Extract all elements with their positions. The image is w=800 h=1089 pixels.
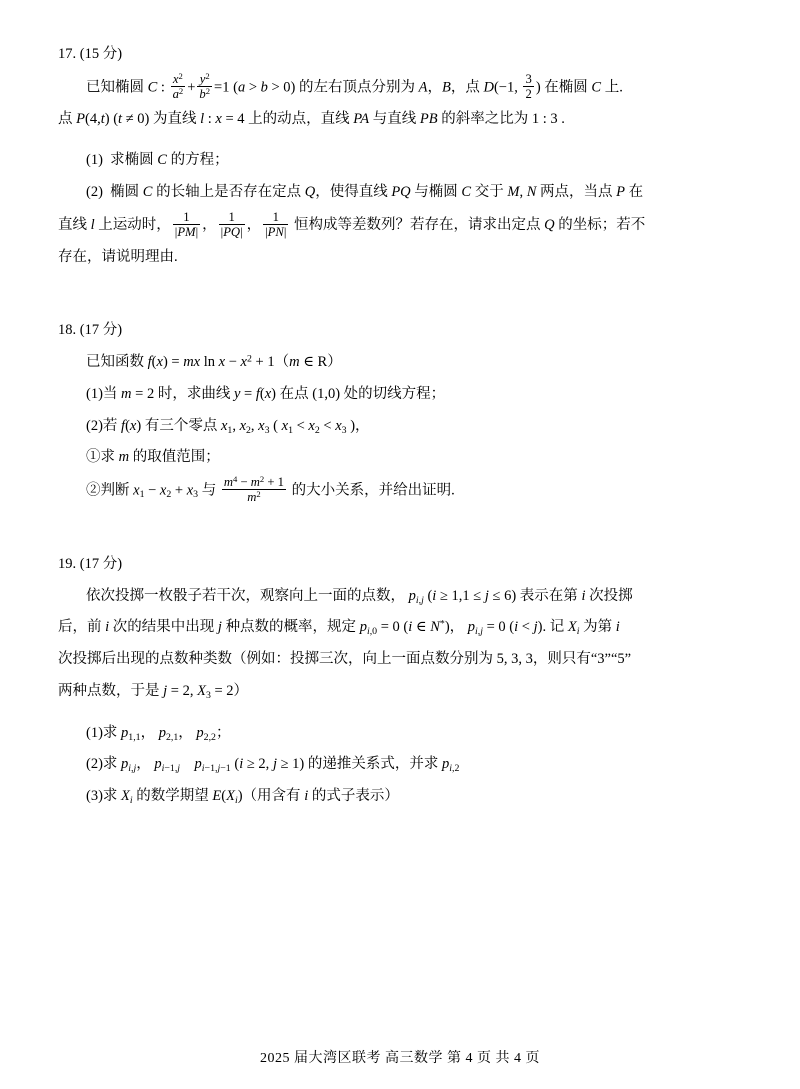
question-17-part-2-line-3: 存在，请说明理由. [58, 248, 178, 265]
question-19-stem-line-2: 后，前 i 次的结果中出现 j 种点数的概率，规定 $p_{i,0} = 0$ (i ∈ N*)， $p_{i,j} = 0$ (i < j). 记 $X_i$ 为第 i [58, 618, 620, 638]
question-17-stem-line-2: 点 P(4,t) (t ≠ 0) 为直线 l : x = 4 上的动点，直线 PA 与直线 PB 的斜率之比为 1 : 3 . [58, 110, 565, 127]
question-18-part-1: (1)当 m = 2 时，求曲线 y = f(x) 在点 (1,0) 处的切线方程； [86, 385, 446, 402]
question-18-part-2-sub-1: ①求 m 的取值范围； [86, 449, 220, 466]
question-18-number: 18. (17 分) [58, 322, 123, 339]
question-19-stem-line-3: 次投掷后出现的点数种类数（例如：投掷三次，向上一面点数分别为 5, 3, 3，则只有“3”“5” [58, 651, 632, 668]
page-footer: 2025 届大湾区联考 高三数学 第 4 页 共 4 页 [260, 1051, 540, 1066]
question-19-number: 19. (17 分) [58, 556, 123, 572]
document-body [58, 44, 748, 814]
question-18 [58, 320, 748, 506]
question-18-part-2: (2)若 f(x) 有三个零点 $x_1$, $x_2$, $x_3$ ( $x_1 < x_2 < x_3$ )， [86, 417, 370, 436]
question-19-stem-line-4: 两种点数，于是 j = 2, $X_3 = 2$） [58, 682, 249, 701]
question-18-part-2-sub-2: ②判断 $x_1 - x_2 + x_3$ 与 $\frac{m^4 - m^2 + 1}{m^2}$ 的大小关系，并给出证明. [86, 474, 455, 505]
question-19 [58, 554, 748, 812]
question-17-stem-line-1: 已知椭圆 C : $\frac{x^2}{a^2}$ + $\frac{y^2}{b^2}$ =1 (a > b > 0) 的左右顶点分别为 A，B，点 D(−1, $\frac{3}{2}$ ) 在椭圆 C 上. [86, 70, 623, 102]
question-19-part-1: (1)求 $p_{1,1}$， $p_{2,1}$， $p_{2,2}$； [86, 724, 231, 743]
question-17-part-1: (1) 求椭圆 C 的方程； [86, 152, 229, 169]
question-19-part-3: (3)求 $X_i$ 的数学期望 $E(X_i)$（用含有 i 的式子表示） [86, 788, 399, 806]
question-17 [58, 44, 748, 272]
question-17-part-2-line-1: (2) 椭圆 C 的长轴上是否存在定点 Q，使得直线 PQ 与椭圆 C 交于 M, N 两点，当点 P 在 [86, 184, 644, 201]
question-18-stem: 已知函数 f(x) = mx $\ln x - x^2 + 1(m$ ∈ R） [86, 353, 342, 371]
question-19-stem-line-1: 依次投掷一枚骰子若干次，观察向上一面的点数， $p_{i,j}$ (i ≥ 1,1 ≤ j ≤ 6) 表示在第 i 次投掷 [86, 587, 633, 606]
question-19-part-2: (2)求 $p_{i,j}$， $p_{i-1,j}$ $p_{i-1,j-1}$ (i ≥ 2, j ≥ 1) 的递推关系式，并求 $p_{i,2}$ [86, 756, 460, 775]
question-17-part-2-line-2: 直线 l 上运动时， $\frac{1}{|PM|}$ ， $\frac{1}{|PQ|}$ ， $\frac{1}{|PN|}$ 恒构成等差数列？若存在，请求出定点 Q 的坐标；若不 [58, 209, 646, 240]
question-17-number: 17. (15 分) [58, 46, 123, 62]
